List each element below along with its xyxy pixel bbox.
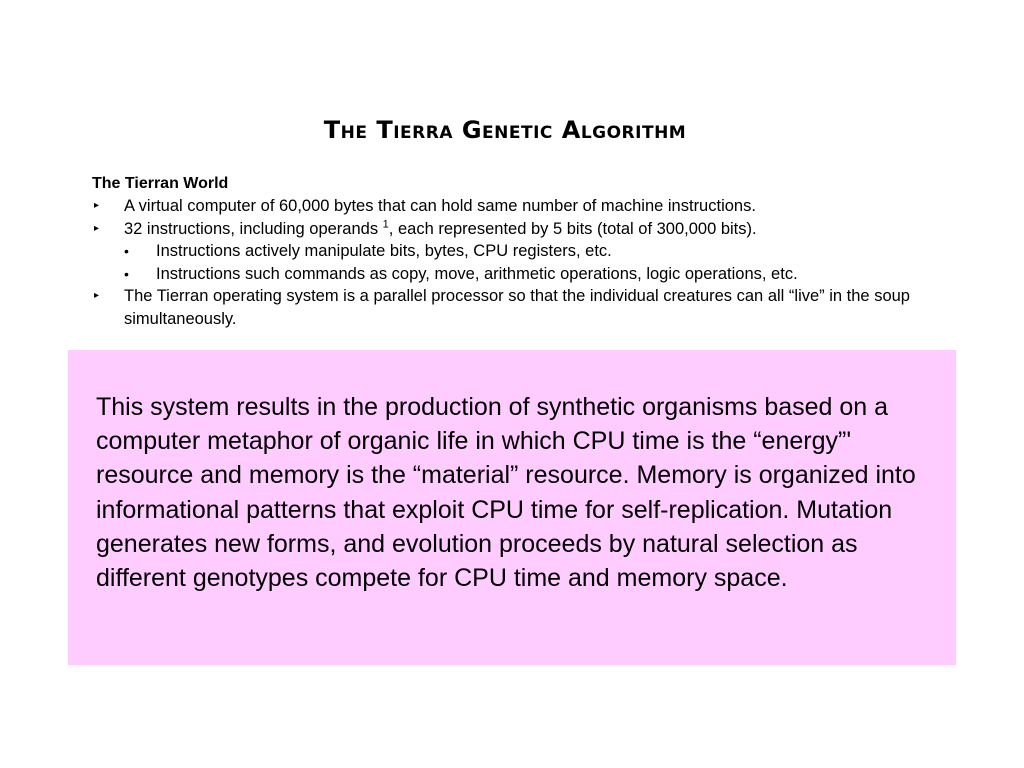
slide-title: The Tierra Genetic Algorithm bbox=[323, 116, 687, 144]
sub-bullet-list bbox=[124, 240, 932, 285]
summary-box bbox=[68, 350, 956, 665]
dot-bullet-icon: • bbox=[124, 243, 129, 259]
bullet-virtual-computer bbox=[92, 195, 932, 218]
sub-bullet-manipulate bbox=[124, 240, 932, 263]
bullet-operating-system bbox=[92, 285, 932, 330]
bullet-instructions bbox=[92, 218, 932, 286]
triangle-bullet-icon: ▸ bbox=[94, 200, 100, 211]
sub-bullet-text: Instructions actively manipulate bits, bytes, CPU registers, etc. bbox=[156, 242, 612, 260]
sub-bullet-commands bbox=[124, 263, 932, 286]
dot-bullet-icon: • bbox=[124, 265, 129, 282]
footnote-marker: 1 bbox=[382, 218, 389, 230]
summary-text: This system results in the production of synthetic organisms based on a computer metaphor of organic life in which CPU time is the “energy”' resource and memory is the “material” resource. Memory is organized into informational patterns that exploit CPU time for self-replication. Mutation generates new forms, and evolution proceeds by natural selection as different genotypes compete for CPU time and memory space. bbox=[96, 393, 916, 593]
sub-bullet-text: Instructions such commands as copy, move, arithmetic operations, logic operations, etc. bbox=[156, 264, 798, 283]
triangle-bullet-icon: ▸ bbox=[94, 290, 100, 301]
bullet-text: The Tierran operating system is a parallel processor so that the individual creatures can all “live” in the soup simultaneously. bbox=[124, 287, 910, 328]
bullet-list bbox=[92, 195, 932, 330]
bullet-text-end: , each represented by 5 bits (total of 300,000 bits). bbox=[388, 219, 757, 238]
bullet-text-start: 32 instructions, including operands bbox=[124, 219, 383, 238]
tierran-world-section bbox=[92, 173, 932, 330]
bullet-text: A virtual computer of 60,000 bytes that can hold same number of machine instructions. bbox=[124, 197, 756, 215]
section-heading: The Tierran World bbox=[92, 175, 229, 192]
triangle-bullet-icon: ▸ bbox=[94, 222, 100, 234]
